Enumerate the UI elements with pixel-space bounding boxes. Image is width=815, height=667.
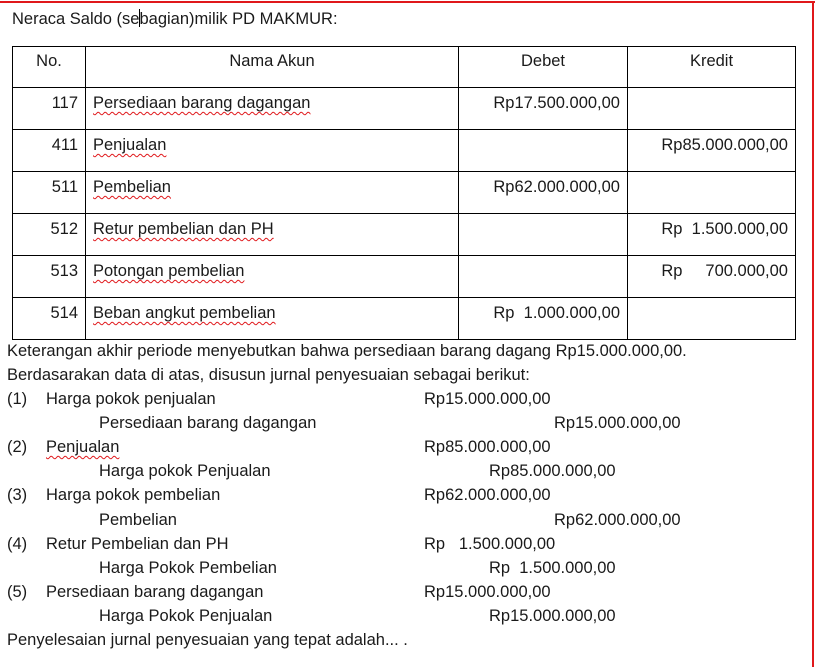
account-name bbox=[86, 256, 459, 298]
account-number: 117 bbox=[13, 88, 86, 130]
journal-credit-account: Harga Pokok Pembelian bbox=[99, 559, 277, 577]
intro-paragraph: Berdasarakan data di atas, disusun jurnal penyesuaian sebagai berikut: bbox=[7, 366, 530, 384]
journal-credit-amount: Rp15.000.000,00 bbox=[489, 607, 616, 625]
journal-debit-account: Penjualan bbox=[46, 438, 120, 456]
journal-credit-amount: Rp62.000.000,00 bbox=[554, 511, 681, 529]
table-row bbox=[13, 172, 796, 214]
debit-amount: Rp 1.000.000,00 bbox=[459, 298, 628, 340]
journal-credit-amount: Rp 1.500.000,00 bbox=[489, 559, 616, 577]
account-number: 514 bbox=[13, 298, 86, 340]
header-debit: Debet bbox=[459, 47, 628, 88]
title-text-part-1: Neraca Saldo (se bbox=[12, 10, 140, 28]
debit-amount: Rp62.000.000,00 bbox=[459, 172, 628, 214]
credit-amount: Rp 1.500.000,00 bbox=[628, 214, 796, 256]
red-frame-top-border bbox=[0, 1, 815, 3]
account-name bbox=[86, 298, 459, 340]
table-row bbox=[13, 130, 796, 172]
journal-entry-number: (3) bbox=[7, 486, 28, 504]
account-name-text: Retur pembelian dan PH bbox=[93, 220, 274, 238]
account-number: 512 bbox=[13, 214, 86, 256]
header-credit: Kredit bbox=[628, 47, 796, 88]
journal-entry-number: (5) bbox=[7, 583, 28, 601]
account-name-text: Potongan pembelian bbox=[93, 262, 245, 280]
credit-amount: Rp85.000.000,00 bbox=[628, 130, 796, 172]
journal-debit-amount: Rp85.000.000,00 bbox=[424, 438, 551, 456]
debit-amount bbox=[459, 256, 628, 298]
account-number: 411 bbox=[13, 130, 86, 172]
journal-entry-number: (2) bbox=[7, 438, 28, 456]
keterangan-paragraph: Keterangan akhir periode menyebutkan bahwa persediaan barang dagang Rp15.000.000,00. bbox=[7, 342, 687, 360]
header-no: No. bbox=[13, 47, 86, 88]
account-name-text: Pembelian bbox=[93, 178, 171, 196]
journal-credit-amount: Rp85.000.000,00 bbox=[489, 462, 616, 480]
debit-amount bbox=[459, 130, 628, 172]
journal-debit-account: Harga pokok pembelian bbox=[46, 486, 221, 504]
debit-amount bbox=[459, 214, 628, 256]
trial-balance-table bbox=[12, 46, 796, 340]
table-row bbox=[13, 256, 796, 298]
journal-credit-account: Harga Pokok Penjualan bbox=[99, 607, 273, 625]
journal-debit-amount: Rp62.000.000,00 bbox=[424, 486, 551, 504]
journal-debit-account: Persediaan barang dagangan bbox=[46, 583, 264, 601]
account-number: 511 bbox=[13, 172, 86, 214]
account-name-text: Penjualan bbox=[93, 136, 167, 154]
journal-debit-amount: Rp15.000.000,00 bbox=[424, 583, 551, 601]
table-row bbox=[13, 214, 796, 256]
account-name bbox=[86, 172, 459, 214]
table-row bbox=[13, 298, 796, 340]
account-name bbox=[86, 88, 459, 130]
journal-debit-account: Retur Pembelian dan PH bbox=[46, 535, 229, 553]
document-title bbox=[12, 9, 338, 29]
table-row bbox=[13, 88, 796, 130]
journal-credit-account: Pembelian bbox=[99, 511, 177, 529]
account-name bbox=[86, 214, 459, 256]
red-frame-right-border bbox=[812, 1, 814, 667]
question-text: Penyelesaian jurnal penyesuaian yang tepat adalah... . bbox=[7, 631, 408, 649]
journal-entry-number: (4) bbox=[7, 535, 28, 553]
credit-amount: Rp 700.000,00 bbox=[628, 256, 796, 298]
journal-debit-account: Harga pokok penjualan bbox=[46, 390, 216, 408]
journal-debit-amount: Rp15.000.000,00 bbox=[424, 390, 551, 408]
debit-amount: Rp17.500.000,00 bbox=[459, 88, 628, 130]
credit-amount bbox=[628, 172, 796, 214]
journal-entry-number: (1) bbox=[7, 390, 28, 408]
journal-credit-account: Harga pokok Penjualan bbox=[99, 462, 271, 480]
journal-credit-account: Persediaan barang dagangan bbox=[99, 414, 317, 432]
journal-credit-amount: Rp15.000.000,00 bbox=[554, 414, 681, 432]
title-text-part-2: bagian)milik PD MAKMUR: bbox=[139, 10, 338, 28]
credit-amount bbox=[628, 88, 796, 130]
table-header-row bbox=[13, 47, 796, 88]
credit-amount bbox=[628, 298, 796, 340]
account-name-text: Beban angkut pembelian bbox=[93, 304, 276, 322]
header-account-name: Nama Akun bbox=[86, 47, 459, 88]
journal-debit-amount: Rp 1.500.000,00 bbox=[424, 535, 556, 553]
account-number: 513 bbox=[13, 256, 86, 298]
account-name bbox=[86, 130, 459, 172]
account-name-text: Persediaan barang dagangan bbox=[93, 94, 311, 112]
